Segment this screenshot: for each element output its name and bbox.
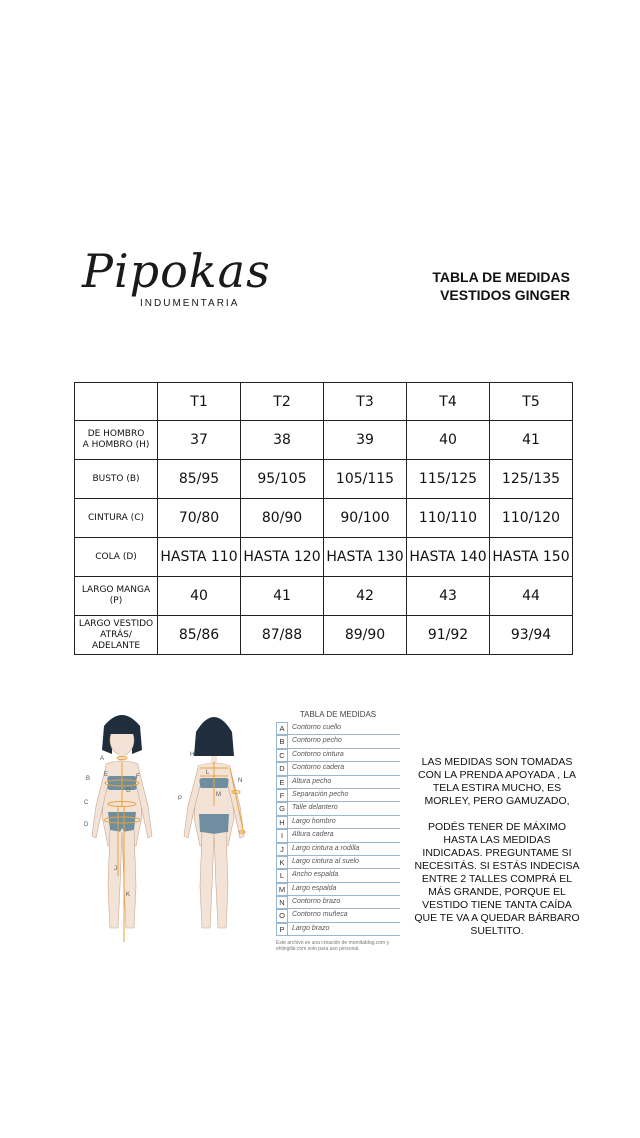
- list-item: B Contorno pecho: [276, 735, 400, 748]
- figure-label: G: [126, 788, 131, 794]
- figure-label: K: [126, 892, 131, 898]
- size-table-header-row: [75, 383, 573, 421]
- note-paragraph-2: PODÉS TENER DE MÁXIMO HASTA LAS MEDIDAS INDICADAS. PREGUNTAME SI NECESITÁS. SI ESTÁS INDECISA ENTRE 2 TALLES COMPRÁ EL MÁS GRANDE, PORQUE EL VESTIDO TIENE TANTA CAÍDA QUE TE VA A QUEDAR BÁRBARO SUELTITO.: [414, 821, 580, 937]
- list-item: K Largo cintura al suelo: [276, 856, 400, 869]
- figure-label: P: [178, 796, 183, 802]
- value-cell: 44: [490, 577, 573, 616]
- brand-logo: [82, 244, 271, 316]
- list-item: C Contorno cintura: [276, 749, 400, 762]
- brand-tagline: INDUMENTARIA: [140, 298, 240, 309]
- header-cell: T4: [407, 383, 490, 421]
- figure-label: H: [190, 752, 195, 758]
- figure-label: J: [114, 866, 117, 872]
- size-table: [74, 382, 573, 655]
- value-cell: 70/80: [158, 499, 241, 538]
- value-cell: 110/120: [490, 499, 573, 538]
- value-cell: 80/90: [241, 499, 324, 538]
- value-cell: HASTA 150: [490, 538, 573, 577]
- list-item: O Contorno muñeca: [276, 909, 400, 922]
- list-item: P Largo brazo: [276, 923, 400, 936]
- row-label: LARGO MANGA (P): [75, 577, 158, 616]
- back-figure: [184, 717, 245, 928]
- row-label: COLA (D): [75, 538, 158, 577]
- value-cell: 89/90: [324, 616, 407, 655]
- list-item: L Ancho espalda: [276, 869, 400, 882]
- value-cell: 115/125: [407, 460, 490, 499]
- value-cell: 42: [324, 577, 407, 616]
- value-cell: 37: [158, 421, 241, 460]
- value-cell: 40: [158, 577, 241, 616]
- header-cell: T2: [241, 383, 324, 421]
- row-label: LARGO VESTIDO ATRÁS/ ADELANTE: [75, 616, 158, 655]
- list-item: M Largo espalda: [276, 883, 400, 896]
- figure-label: A: [100, 756, 105, 762]
- table-row: [75, 538, 573, 577]
- list-item: A Contorno cuello: [276, 722, 400, 735]
- figure-label: N: [238, 778, 243, 784]
- reference-footnote: Este archivo es una creación de momitablog.com y ehlingilla.com solo para uso personal.: [276, 940, 390, 953]
- value-cell: 125/135: [490, 460, 573, 499]
- size-notes: [414, 756, 580, 951]
- list-item: N Contorno brazo: [276, 896, 400, 909]
- header-cell: T3: [324, 383, 407, 421]
- reference-title: TABLA DE MEDIDAS: [299, 710, 377, 719]
- value-cell: 85/86: [158, 616, 241, 655]
- list-item: F Separación pecho: [276, 789, 400, 802]
- value-cell: 87/88: [241, 616, 324, 655]
- figure-label: L: [206, 770, 210, 776]
- value-cell: 38: [241, 421, 324, 460]
- value-cell: 105/115: [324, 460, 407, 499]
- title-line-2: VESTIDOS GINGER: [440, 287, 570, 303]
- list-item: H Largo hombro: [276, 816, 400, 829]
- list-item: J Largo cintura a rodilla: [276, 843, 400, 856]
- document-title: [432, 268, 570, 304]
- value-cell: 110/110: [407, 499, 490, 538]
- table-row: [75, 460, 573, 499]
- figure-label: B: [86, 776, 91, 782]
- table-row: [75, 421, 573, 460]
- measurement-reference-table: [276, 710, 400, 952]
- front-figure: [92, 715, 152, 942]
- row-label: CINTURA (C): [75, 499, 158, 538]
- value-cell: 39: [324, 421, 407, 460]
- brand-name: Pipokas: [82, 244, 271, 298]
- note-paragraph-1: LAS MEDIDAS SON TOMADAS CON LA PRENDA APOYADA , LA TELA ESTIRA MUCHO, ES MORLEY, PERO GAMUZADO,: [418, 756, 576, 807]
- table-row: [75, 577, 573, 616]
- table-row: [75, 616, 573, 655]
- figure-label: C: [84, 800, 89, 806]
- value-cell: HASTA 130: [324, 538, 407, 577]
- list-item: I Altura cadera: [276, 829, 400, 842]
- list-item: E Altura pecho: [276, 776, 400, 789]
- figure-label: E: [104, 772, 109, 778]
- value-cell: 85/95: [158, 460, 241, 499]
- header-cell: T5: [490, 383, 573, 421]
- value-cell: 41: [490, 421, 573, 460]
- title-line-1: TABLA DE MEDIDAS: [432, 269, 570, 285]
- value-cell: HASTA 110: [158, 538, 241, 577]
- value-cell: 43: [407, 577, 490, 616]
- figure-label: F: [136, 774, 140, 780]
- value-cell: 41: [241, 577, 324, 616]
- figure-label: D: [84, 822, 89, 828]
- value-cell: 91/92: [407, 616, 490, 655]
- row-label: DE HOMBRO A HOMBRO (H): [75, 421, 158, 460]
- value-cell: 90/100: [324, 499, 407, 538]
- value-cell: HASTA 140: [407, 538, 490, 577]
- value-cell: 93/94: [490, 616, 573, 655]
- table-row: [75, 499, 573, 538]
- header-cell: [75, 383, 158, 421]
- figure-label: M: [216, 792, 221, 798]
- row-label: BUSTO (B): [75, 460, 158, 499]
- value-cell: 95/105: [241, 460, 324, 499]
- list-item: G Talle delantero: [276, 802, 400, 815]
- value-cell: HASTA 120: [241, 538, 324, 577]
- list-item: D Contorno cadera: [276, 762, 400, 775]
- header-cell: T1: [158, 383, 241, 421]
- value-cell: 40: [407, 421, 490, 460]
